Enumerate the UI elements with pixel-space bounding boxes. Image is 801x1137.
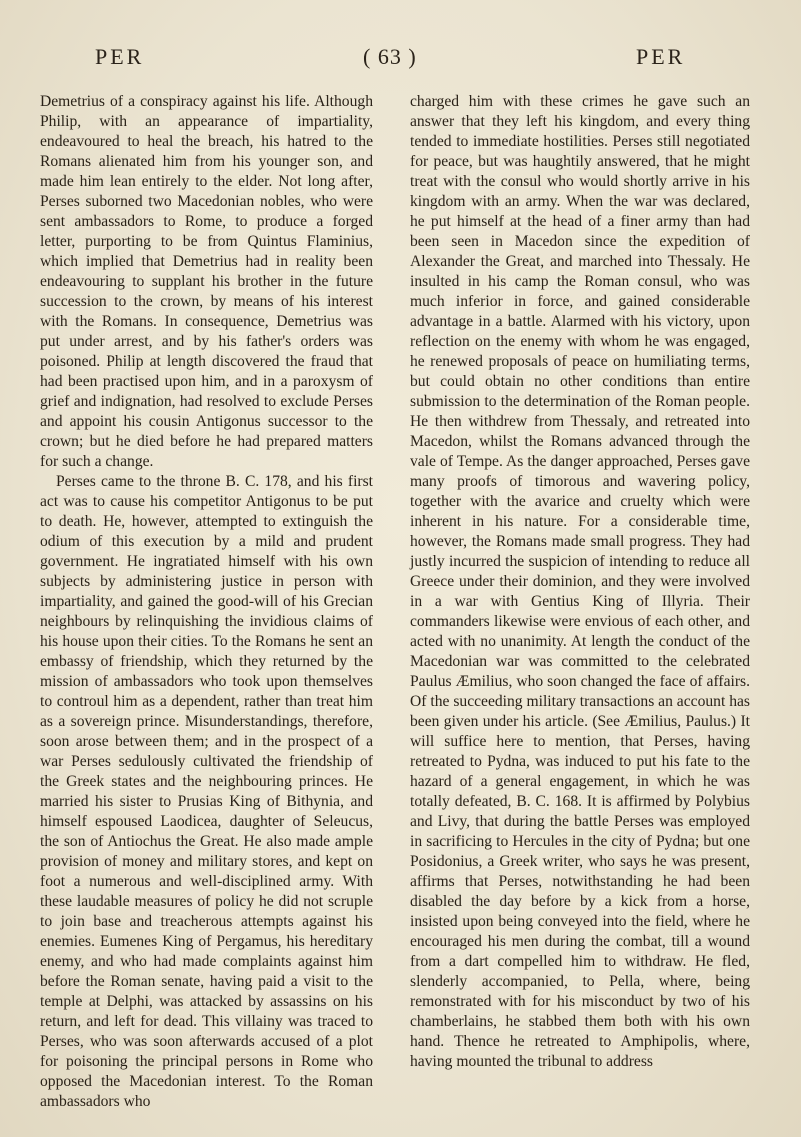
paragraph: Perses came to the throne B. C. 178, and his first act was to cause his competitor Antigonus to be put to death. He, however, attempted to extinguish the odium of this execution by a mild and prudent government. He ingratiated himself with his own subjects by administering justice in person with impartiality, and gained the good-will of his Grecian neighbours by relinquishing the invidious claims of his house upon their cities. To the Romans he sent an embassy of friendship, which they returned by the mission of ambassadors who took upon themselves to controul him as a dependent, rather than treat him as a sovereign prince. Misunderstandings, therefore, soon arose between them; and in the prospect of a war Perses sedulously cultivated the friendship of the Greek states and the neighbouring princes. He married his sister to Prusias King of Bithynia, and himself espoused Laodicea, daughter of Seleucus, the son of Antiochus the Great. He also made ample provision of money and military stores, and kept on foot a numerous and well-disciplined army. With these laudable measures of policy he did not scruple to join base and treacherous attempts against his enemies. Eumenes King of Pergamus, his hereditary enemy, and who had made complaints against him before the Roman senate, having paid a visit to the temple at Delphi, was attacked by assassins on his return, and left for dead. This villainy was traced to Perses, who was soon afterwards accused of a plot for poisoning the principal persons in Rome who opposed the Macedonian interest. To the Roman ambassadors who xyxy=(40,473,373,1110)
header-right-word: PER xyxy=(636,44,686,69)
paragraph: Demetrius of a conspiracy against his life. Although Philip, with an appearance of impartiality, endeavoured to heal the breach, his hatred to the Romans alienated him from his younger son, and made him lean entirely to the elder. Not long after, Perses suborned two Macedonian nobles, who were sent ambassadors to Rome, to produce a forged letter, purporting to be from Quintus Flaminius, which implied that Demetrius had in reality been endeavouring to supplant his brother in the future succession to the crown, by means of his interest with the Romans. In consequence, Demetrius was put under arrest, and by his father's orders was poisoned. Philip at length discovered the fraud that had been practised upon him, and in a paroxysm of grief and indignation, had resolved to exclude Perses and appoint his cousin Antigonus successor to the crown; but he died before he had prepared matters for such a change. xyxy=(40,93,373,470)
right-column xyxy=(410,92,750,1072)
page-number: ( 63 ) xyxy=(363,44,417,69)
left-column xyxy=(40,92,373,1112)
paragraph: charged him with these crimes he gave such an answer that they left his kingdom, and every thing tended to immediate hostilities. Perses still negotiated for peace, but was haughtily answered, that he might treat with the consul who would shortly arrive in his kingdom with an army. When the war was declared, he put himself at the head of a finer army than had been seen in Macedon since the expedition of Alexander the Great, and marched into Thessaly. He insulted in his camp the Roman consul, who was much inferior in force, and gained considerable advantage in a battle. Alarmed with his victory, upon reflection on the enemy with whom he was engaged, he renewed proposals of peace on humiliating terms, but could obtain no other conditions than entire submission to the determination of the Roman people. He then withdrew from Thessaly, and retreated into Macedon, whilst the Romans advanced through the vale of Tempe. As the danger approached, Perses gave many proofs of timorous and wavering policy, together with the avarice and cruelty which were inherent in his nature. For a considerable time, however, the Romans made small progress. They had justly incurred the suspicion of intending to reduce all Greece under their dominion, and they were involved in a war with Gentius King of Illyria. Their commanders likewise were envious of each other, and acted with no unanimity. At length the conduct of the Macedonian war was committed to the celebrated Paulus Æmilius, who soon changed the face of affairs. Of the succeeding military transactions an account has been given under his article. (See Æmilius, Paulus.) It will suffice here to mention, that Perses, having retreated to Pydna, was induced to put his fate to the hazard of a general engagement, in which he was totally defeated, B. C. 168. It is affirmed by Polybius and Livy, that during the battle Perses was employed in sacrificing to Hercules in the city of Pydna; but one Posidonius, a Greek writer, who says he was present, affirms that Perses, notwithstanding he had been disabled the day before by a kick from a horse, insisted upon being conveyed into the field, where he encouraged his men during the combat, till a wound from a dart compelled him to withdraw. He fled, slenderly accompanied, to Pella, where, being remonstrated with for his misconduct by two of his chamberlains, he stabbed them both with his own hand. Thence he retreated to Amphipolis, where, having mounted the tribunal to address xyxy=(410,93,750,1070)
running-header xyxy=(0,44,801,74)
header-left-word: PER xyxy=(95,44,145,69)
